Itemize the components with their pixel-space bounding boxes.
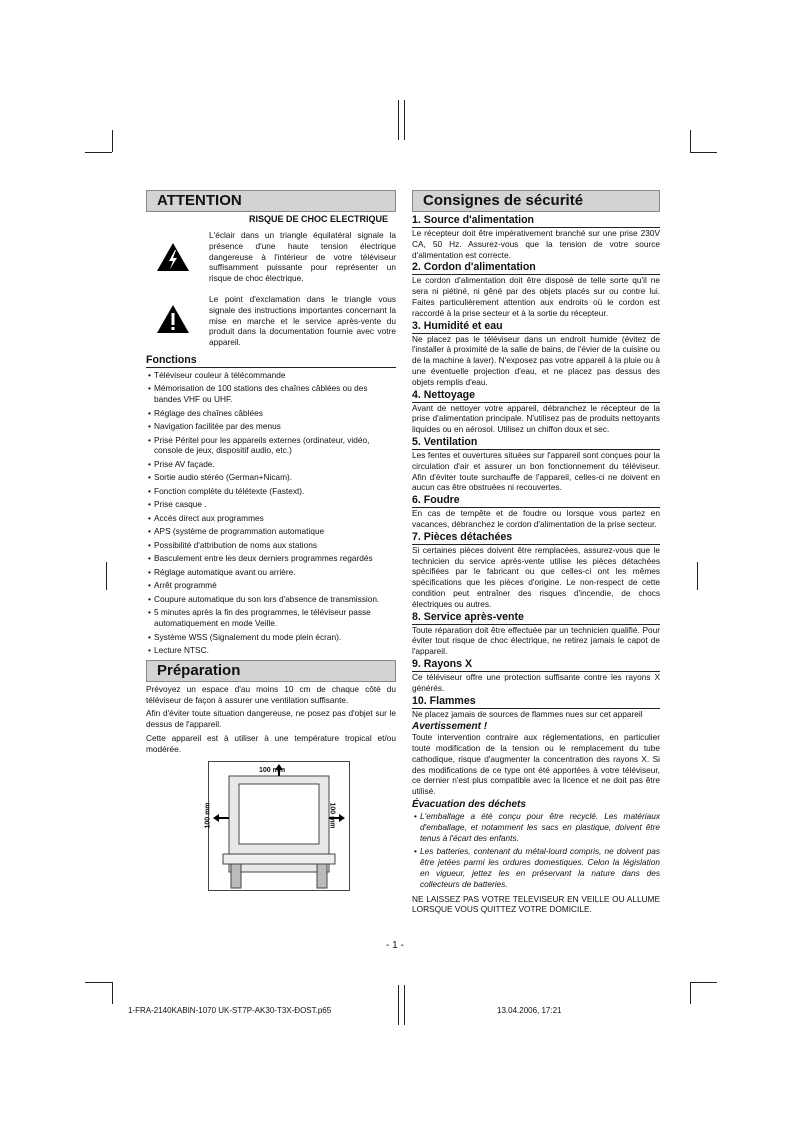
section-heading: 1. Source d'alimentation <box>412 214 660 228</box>
attention-title: ATTENTION <box>157 192 242 209</box>
list-item: • Réglage des chaînes câblées <box>146 408 396 419</box>
section-heading: 5. Ventilation <box>412 436 660 450</box>
section-text: Le récepteur doit être impérativement branché sur une prise 230V CA, 50 Hz. Assurez-vous que la tension de votre source d'alimentation est correcte. <box>412 228 660 260</box>
ventilation-clearance-diagram <box>204 761 350 891</box>
registration-mark <box>398 985 399 1025</box>
list-item: • Lecture NTSC. <box>146 645 396 656</box>
preparation-paragraph: Cette appareil est à utiliser à une température tropical et/ou modérée. <box>146 732 396 754</box>
fonctions-title: Fonctions <box>146 354 396 368</box>
evacuation-list <box>412 811 660 890</box>
list-item: • Système WSS (Signalement du mode plein écran). <box>146 632 396 643</box>
attention-banner <box>146 190 396 212</box>
safety-banner <box>412 190 660 212</box>
preparation-paragraph: Prévoyez un espace d'au moins 10 cm de chaque côté du téléviseur de façon à assurer une ventilation suffisante. <box>146 683 396 705</box>
list-item: • Possibilité d'attribution de noms aux stations <box>146 540 396 551</box>
preparation-paragraph: Afin d'éviter toute situation dangereuse, ne posez pas d'objet sur le dessus de l'appareil. <box>146 708 396 730</box>
exclamation-warning-text: Le point d'exclamation dans le triangle vous signale des instructions importantes concernant la mise en marche et le service après-vente du produit dans la documentation fournie avec votre appareil. <box>209 293 396 348</box>
list-item: • Téléviseur couleur à télécommande <box>146 370 396 381</box>
list-item: • Prise Péritel pour les appareils externes (ordinateur, vidéo, console de jeux, dispositif audio, etc.) <box>146 435 396 456</box>
safety-title: Consignes de sécurité <box>423 192 584 209</box>
avertissement-text: Toute intervention contraire aux réglementations, en particulier toute modification de la tension ou le remplacement du tube cathodique, risque d'augmenter la concentration des rayons X. Si des modifications de ce type ont été apportées à votre téléviseur, ce dernier n'est plus compatible avec la licence et ne doit pas être utilisé. <box>412 732 660 797</box>
list-item: • Prise AV façade. <box>146 459 396 470</box>
section-text: Ne placez pas le téléviseur dans un endroit humide (évitez de l'installer à proximité de la salle de bains, de l'évier de la cuisine ou de la machine à laver). N'exposez pas votre appareil à la pluie ou à une éventuelle projection d'eau, et ne placez pas dessus des objets remplis d'eau. <box>412 333 660 387</box>
list-item: • L'emballage a été conçu pour être recyclé. Les matériaux d'emballage, et notamment les sacs en plastique, doivent être tenus à l'écart des enfants. <box>412 811 660 843</box>
section-heading: 2. Cordon d'alimentation <box>412 261 660 275</box>
list-item: • Arrêt programmé <box>146 580 396 591</box>
lightning-triangle-icon <box>156 242 190 277</box>
exclamation-triangle-icon <box>156 304 190 339</box>
section-heading: 3. Humidité et eau <box>412 320 660 334</box>
closing-notice: NE LAISSEZ PAS VOTRE TELEVISEUR EN VEILLE OU ALLUME LORSQUE VOUS QUITTEZ VOTRE DOMICILE. <box>412 893 660 915</box>
shock-risk-title: RISQUE DE CHOC ELECTRIQUE <box>248 214 388 224</box>
crop-mark <box>85 152 112 153</box>
list-item: • Les batteries, contenant du métal-lourd compris, ne doivent pas être jetées parmi les ordures domestiques. Celon la législation en vigueur, jettez les en préservant la nature dans des collecteurs de batteries. <box>412 846 660 889</box>
list-item: • Navigation facilitée par des menus <box>146 421 396 432</box>
exclamation-warning <box>146 294 396 348</box>
section-heading: 7. Pièces détachées <box>412 531 660 545</box>
section-text: Ne placez jamais de sources de flammes nues sur cet appareil <box>412 708 643 719</box>
list-item: • Coupure automatique du son lors d'absence de transmission. <box>146 594 396 605</box>
section-text: Ce téléviseur offre une protection suffisante contre les rayons X générés. <box>412 671 660 693</box>
crop-mark <box>112 982 113 1004</box>
list-item: • Sortie audio stéréo (German+Nicam). <box>146 472 396 483</box>
lightning-warning-text: L'éclair dans un triangle équilatéral signale la présence d'une haute tension électrique dangereuse à l'intérieur de votre téléviseur suffisamment puissante pour représenter un risque de choc électrique. <box>209 230 396 284</box>
list-item: • Accès direct aux programmes <box>146 513 396 524</box>
registration-mark <box>697 562 698 590</box>
left-clearance-label: 100 mm <box>204 802 212 829</box>
registration-mark <box>404 100 405 140</box>
preparation-banner <box>146 660 396 682</box>
avertissement-heading: Avertissement ! <box>412 721 488 733</box>
footer-datetime: 13.04.2006, 17:21 <box>497 1006 562 1015</box>
lightning-warning <box>146 230 396 284</box>
list-item: • Mémorisation de 100 stations des chaînes câblées ou des bandes VHF ou UHF. <box>146 383 396 404</box>
registration-mark <box>106 562 107 590</box>
crop-mark <box>85 982 112 983</box>
section-heading: 4. Nettoyage <box>412 389 660 403</box>
fonctions-list <box>146 370 396 656</box>
right-column <box>412 190 660 915</box>
list-item: • 5 minutes après la fin des programmes, le téléviseur passe automatiquement en mode Veille. <box>146 607 396 628</box>
registration-mark <box>398 100 399 140</box>
footer-file-name: 1-FRA-2140KABIN-1070 UK-ST7P-AK30-T3X-ÐOST.p65 <box>128 1006 332 1015</box>
section-text: Le cordon d'alimentation doit être disposé de telle sorte qu'il ne sera ni piétiné, ni gêné par des objets placés sur ou contre lui. Faites particulièrement attention aux endroits où le cordon est raccordé à la prise secteur et à la sortie du récepteur. <box>412 275 660 318</box>
left-column <box>146 190 396 891</box>
section-heading: 10. Flammes <box>412 695 660 709</box>
section-text: Toute réparation doit être effectuée par un technicien qualifié. Pour éviter tout risque de choc électrique, ne retirez jamais le capot de l'appareil. <box>412 624 660 657</box>
crop-mark <box>690 982 691 1004</box>
top-clearance-label: 100 mm <box>259 766 286 774</box>
crop-mark <box>690 152 717 153</box>
list-item: • Réglage automatique avant ou arrière. <box>146 567 396 578</box>
crop-mark <box>690 982 717 983</box>
list-item: • APS (système de programmation automatique <box>146 526 396 537</box>
section-text: Avant de nettoyer votre appareil, débranchez le récepteur de la prise d'alimentation principale. N'utilisez pas de produits nettoyants liquides ou en aérosol. Utilisez un chiffon doux et sec. <box>412 402 660 435</box>
right-clearance-label: 100 mm <box>328 802 336 829</box>
section-text: Si certaines pièces doivent être remplacées, assurez-vous que le technicien du service après-vente utilise les pièces détachées spécifiées par le fabricant ou que celles-ci ont les mêmes spécifications que les pièces d'origine. Le non-respect de cette condition peut entraîner des risques d'incendie, de chocs électriques ou autres. <box>412 544 660 609</box>
section-text: Les fentes et ouvertures situées sur l'appareil sont conçues pour la circulation d'air et assurer un bon fonctionnement du téléviseur. Afin d'éviter toute surchauffe de l'appareil, celles-ci ne doivent en aucun cas être obstruées ni recouvertes. <box>412 449 660 493</box>
section-heading: 6. Foudre <box>412 494 660 508</box>
list-item: • Fonction complète du télétexte (Fastext). <box>146 486 396 497</box>
preparation-title: Préparation <box>157 661 241 679</box>
crop-mark <box>112 130 113 152</box>
crop-mark <box>690 130 691 152</box>
list-item: • Prise casque . <box>146 499 396 510</box>
list-item: • Basculement entre les deux derniers programmes regardés <box>146 553 396 564</box>
section-text: En cas de tempête et de foudre ou lorsque vous partez en vacances, débranchez le cordon d'alimentation de la prise secteur. <box>412 508 660 529</box>
registration-mark <box>404 985 405 1025</box>
section-heading: 8. Service après-vente <box>412 611 660 625</box>
section-heading: 9. Rayons X <box>412 658 660 672</box>
evacuation-heading: Évacuation des déchets <box>412 799 526 811</box>
page-number: - 1 - <box>386 940 404 951</box>
